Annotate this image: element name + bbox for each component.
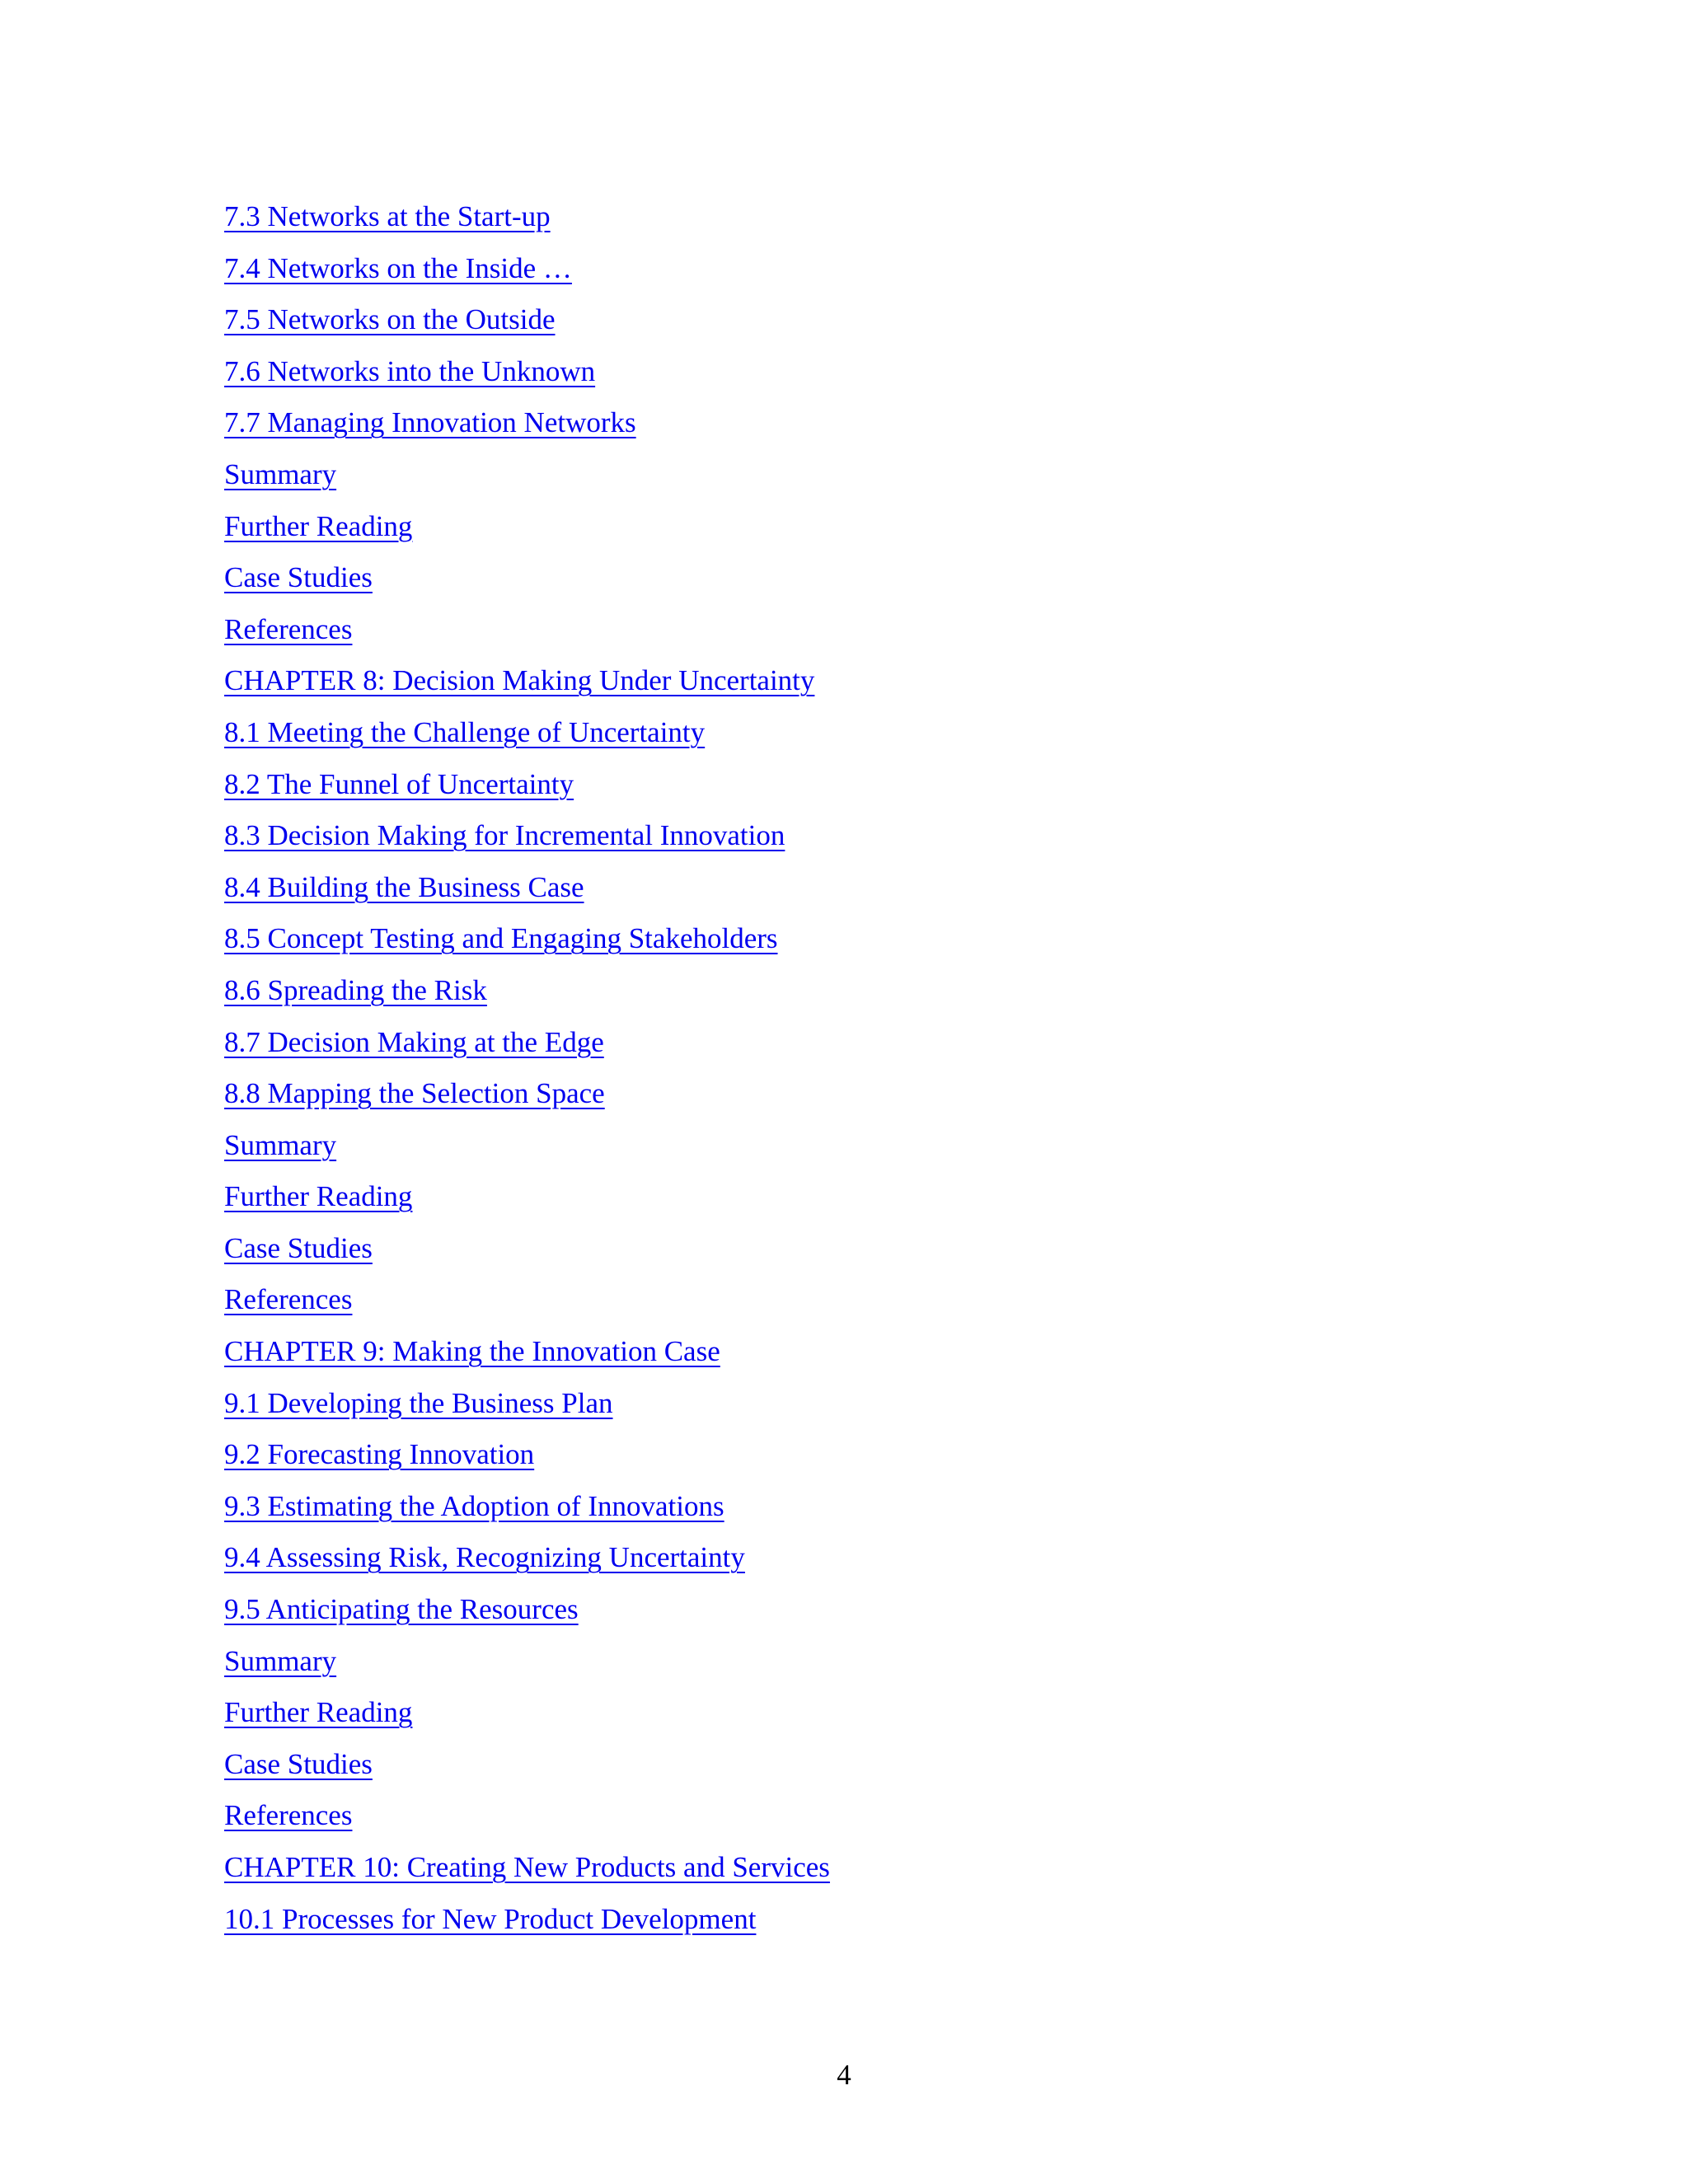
toc-link-8-5[interactable]: 8.5 Concept Testing and Engaging Stakeholders	[224, 922, 778, 955]
toc-link-ch8-summary[interactable]: Summary	[224, 1128, 337, 1161]
toc-link-chapter-9[interactable]: CHAPTER 9: Making the Innovation Case	[224, 1335, 720, 1368]
toc-entry	[224, 1687, 830, 1739]
toc-entry	[224, 810, 830, 862]
toc-entry	[224, 759, 830, 811]
toc-entry	[224, 1223, 830, 1275]
toc-link-ch9-summary[interactable]: Summary	[224, 1644, 337, 1677]
toc-entry	[224, 243, 830, 295]
toc-entry	[224, 1894, 830, 1946]
toc-entry	[224, 655, 830, 707]
toc-link-chapter-10[interactable]: CHAPTER 10: Creating New Products and Services	[224, 1851, 830, 1883]
toc-link-8-6[interactable]: 8.6 Spreading the Risk	[224, 973, 487, 1006]
toc-link-10-1[interactable]: 10.1 Processes for New Product Development	[224, 1902, 757, 1935]
toc-entry	[224, 191, 830, 243]
toc-link-7-6[interactable]: 7.6 Networks into the Unknown	[224, 354, 596, 387]
toc-entry	[224, 397, 830, 449]
toc-entry	[224, 1842, 830, 1894]
toc-entry	[224, 965, 830, 1017]
toc-link-8-1[interactable]: 8.1 Meeting the Challenge of Uncertainty	[224, 715, 706, 748]
toc-entry	[224, 1326, 830, 1378]
toc-entry	[224, 1274, 830, 1326]
toc-entry	[224, 346, 830, 398]
toc-link-8-3[interactable]: 8.3 Decision Making for Incremental Innovation	[224, 819, 785, 852]
toc-entry	[224, 862, 830, 914]
toc-link-ch7-references[interactable]: References	[224, 612, 353, 645]
toc-link-8-7[interactable]: 8.7 Decision Making at the Edge	[224, 1025, 604, 1058]
toc-entry	[224, 449, 830, 501]
toc-entry	[224, 1739, 830, 1791]
toc-link-ch7-summary[interactable]: Summary	[224, 457, 337, 490]
toc-link-9-2[interactable]: 9.2 Forecasting Innovation	[224, 1438, 535, 1471]
page-number: 4	[837, 2059, 851, 2091]
toc-link-8-4[interactable]: 8.4 Building the Business Case	[224, 870, 584, 903]
toc-entry	[224, 1378, 830, 1430]
toc-entry	[224, 501, 830, 553]
toc-entry	[224, 913, 830, 965]
toc-link-ch7-case-studies[interactable]: Case Studies	[224, 561, 373, 594]
toc-link-7-7[interactable]: 7.7 Managing Innovation Networks	[224, 406, 636, 439]
toc-link-ch9-further-reading[interactable]: Further Reading	[224, 1696, 413, 1729]
toc-link-ch8-further-reading[interactable]: Further Reading	[224, 1180, 413, 1213]
toc-entry	[224, 1790, 830, 1842]
toc-link-9-3[interactable]: 9.3 Estimating the Adoption of Innovations	[224, 1489, 724, 1522]
toc-link-7-4[interactable]: 7.4 Networks on the Inside …	[224, 251, 572, 284]
toc-entry	[224, 1429, 830, 1481]
toc-link-ch8-case-studies[interactable]: Case Studies	[224, 1231, 373, 1264]
toc-link-ch7-further-reading[interactable]: Further Reading	[224, 509, 413, 542]
table-of-contents	[224, 191, 830, 1945]
toc-link-ch8-references[interactable]: References	[224, 1283, 353, 1316]
toc-link-ch9-references[interactable]: References	[224, 1799, 353, 1832]
toc-entry	[224, 1481, 830, 1533]
toc-entry	[224, 1171, 830, 1223]
toc-link-7-5[interactable]: 7.5 Networks on the Outside	[224, 303, 556, 336]
toc-entry	[224, 552, 830, 604]
toc-link-chapter-8[interactable]: CHAPTER 8: Decision Making Under Uncertainty	[224, 664, 815, 697]
toc-entry	[224, 1017, 830, 1069]
toc-entry	[224, 604, 830, 656]
toc-entry	[224, 1584, 830, 1636]
toc-link-9-1[interactable]: 9.1 Developing the Business Plan	[224, 1386, 613, 1419]
toc-entry	[224, 1068, 830, 1120]
toc-link-9-5[interactable]: 9.5 Anticipating the Resources	[224, 1593, 579, 1626]
toc-entry	[224, 1532, 830, 1584]
toc-entry	[224, 1120, 830, 1172]
toc-link-8-8[interactable]: 8.8 Mapping the Selection Space	[224, 1077, 605, 1110]
toc-entry	[224, 294, 830, 346]
toc-link-7-3[interactable]: 7.3 Networks at the Start-up	[224, 200, 551, 232]
toc-link-8-2[interactable]: 8.2 The Funnel of Uncertainty	[224, 767, 574, 800]
toc-link-ch9-case-studies[interactable]: Case Studies	[224, 1747, 373, 1780]
toc-link-9-4[interactable]: 9.4 Assessing Risk, Recognizing Uncertainty	[224, 1541, 745, 1574]
toc-entry	[224, 1636, 830, 1688]
toc-entry	[224, 707, 830, 759]
